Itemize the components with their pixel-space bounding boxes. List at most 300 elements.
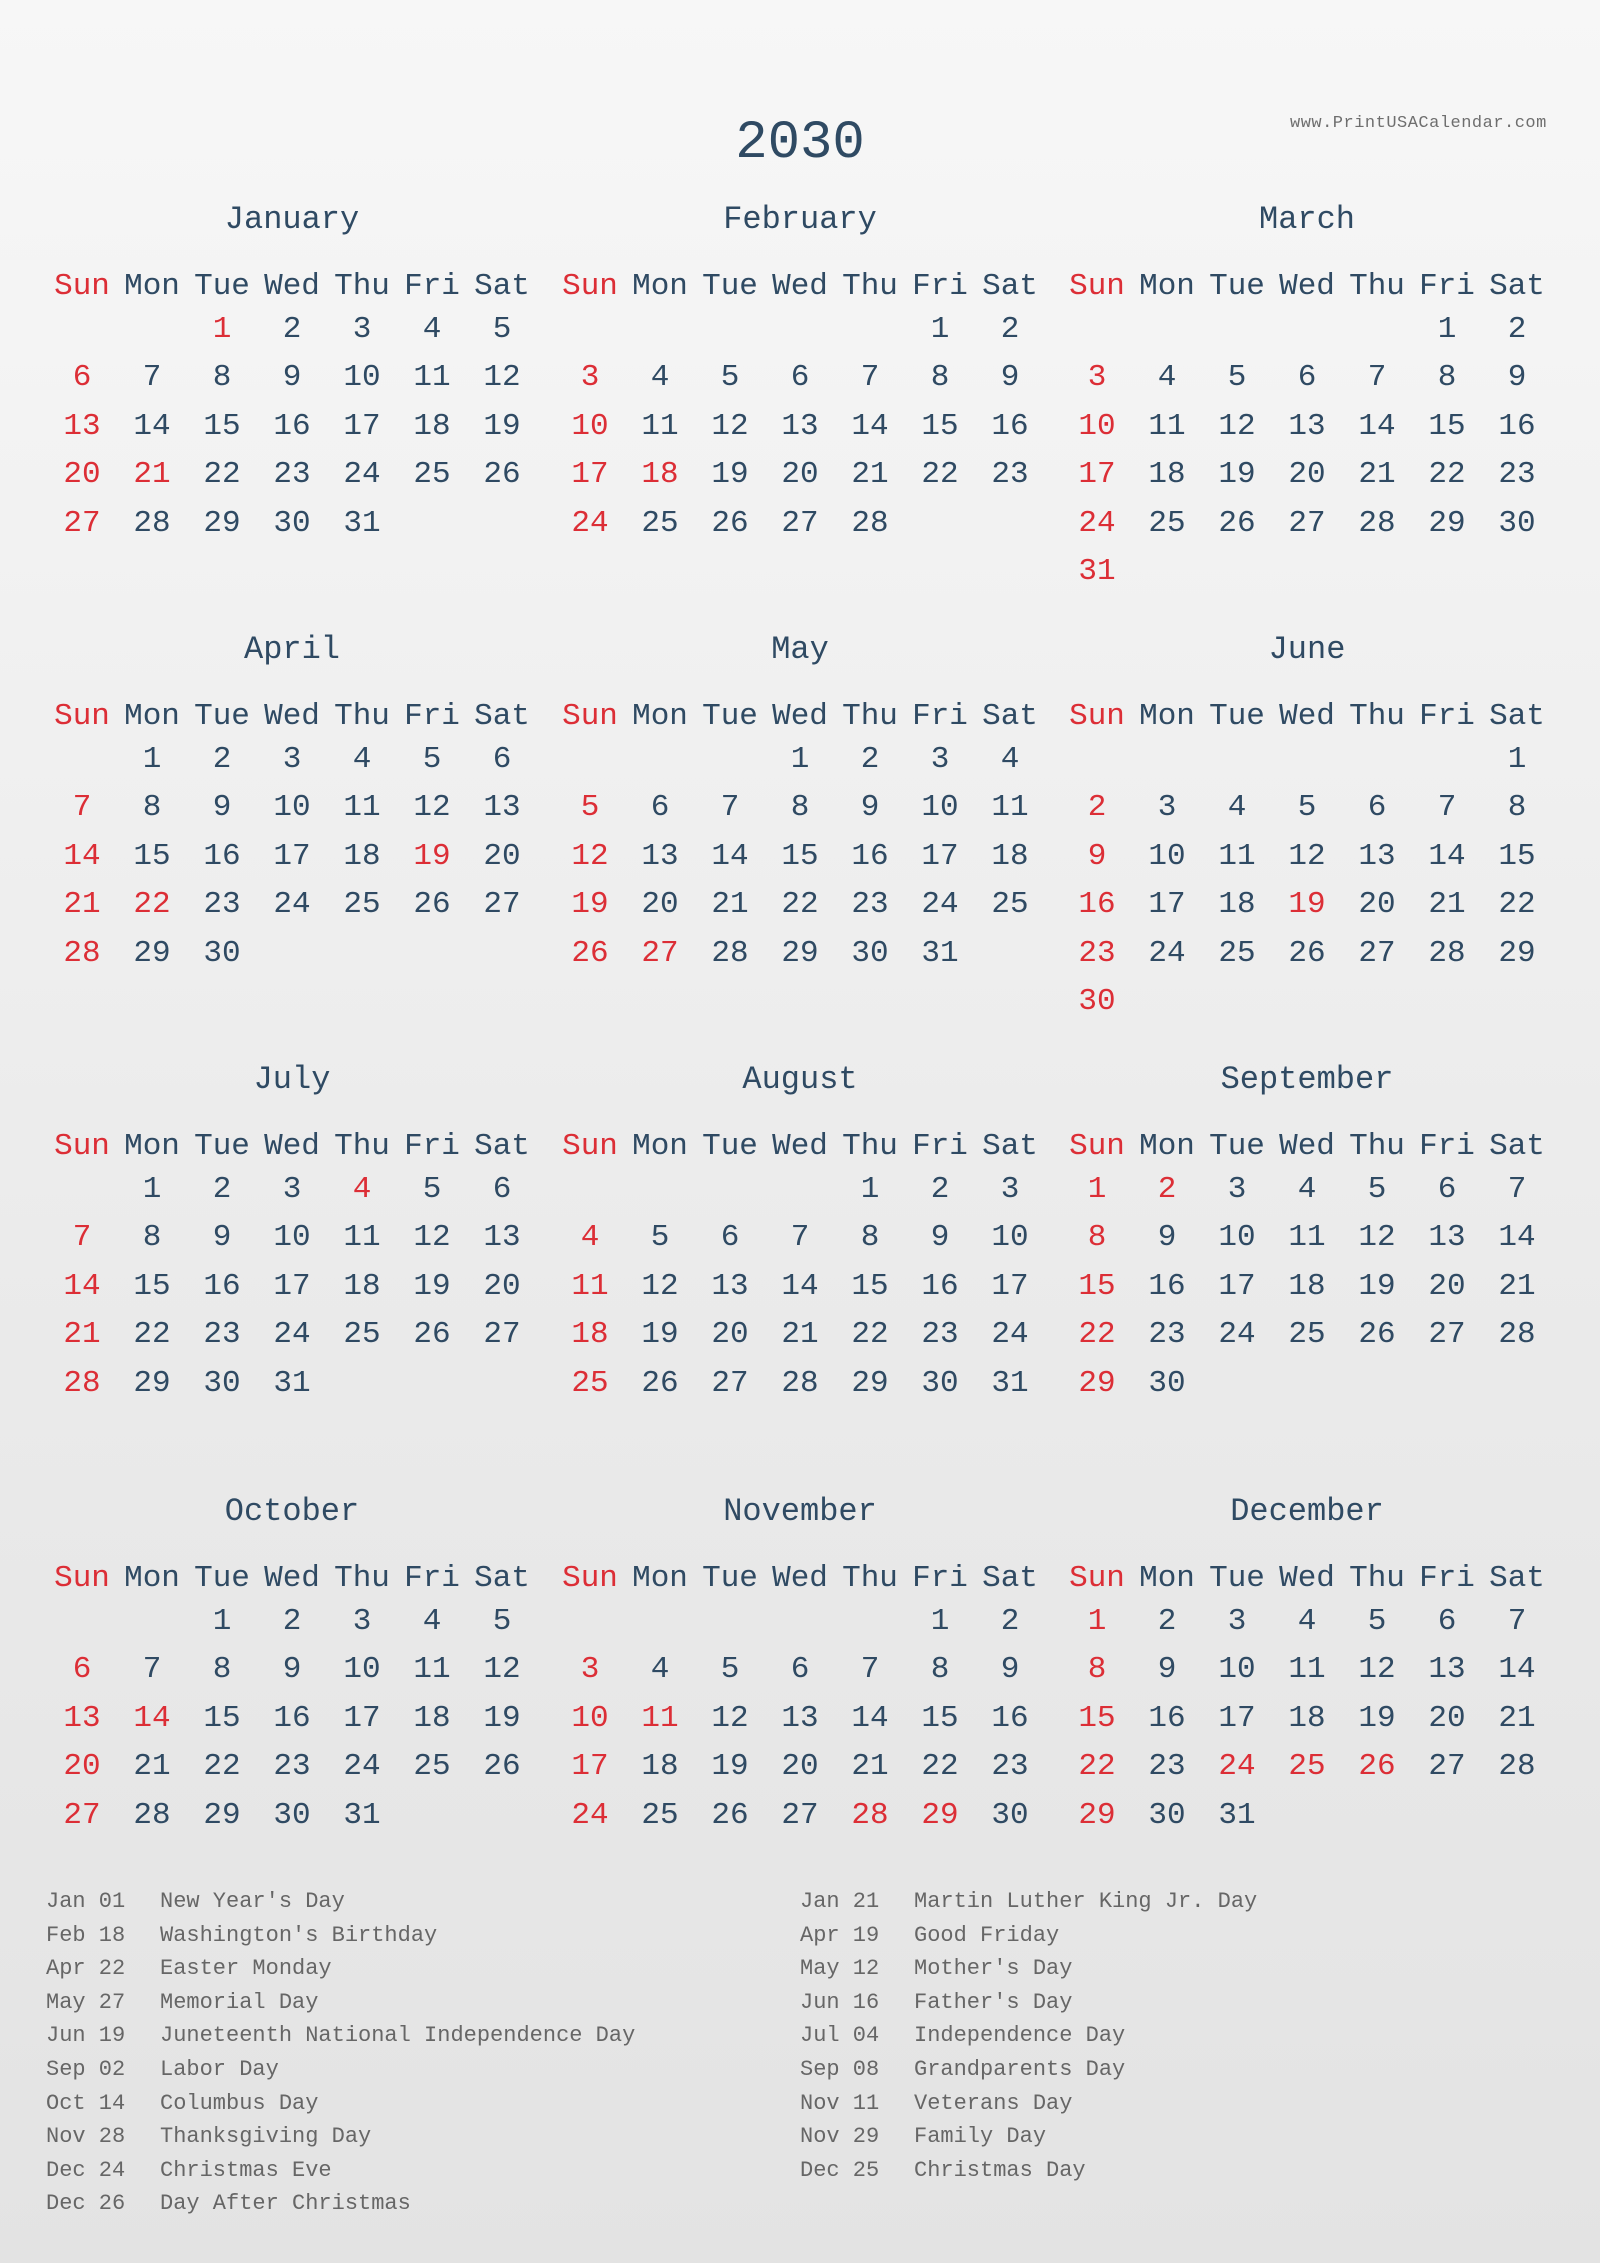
empty-cell — [625, 1598, 695, 1646]
day-cell: 22 — [851, 1317, 889, 1353]
day-cell: 6 — [790, 360, 810, 396]
empty-cell — [1342, 736, 1412, 784]
empty-cell — [695, 736, 765, 784]
day-cell: 26 — [413, 1317, 451, 1353]
day-cell-holiday: 13 — [63, 1700, 101, 1736]
weekday-header: Sat — [474, 269, 530, 304]
holiday-name: Memorial Day — [160, 1989, 319, 2015]
weekday-header: Mon — [124, 1561, 180, 1596]
day-cell: 9 — [1157, 1220, 1177, 1256]
day-cell-holiday: 6 — [72, 1652, 92, 1688]
day-cell: 17 — [991, 1268, 1029, 1304]
day-cell: 28 — [133, 505, 171, 541]
day-cell: 18 — [1218, 887, 1256, 923]
day-cell: 19 — [1358, 1700, 1396, 1736]
day-cell-holiday: 24 — [1218, 1749, 1256, 1785]
year-title: 2030 — [735, 113, 865, 174]
day-cell-holiday: 26 — [1358, 1749, 1396, 1785]
day-cell: 3 — [1227, 1604, 1247, 1639]
day-cell: 4 — [1157, 360, 1177, 396]
day-cell: 28 — [1428, 935, 1466, 971]
day-cell: 15 — [133, 838, 171, 874]
weekday-header: Fri — [1419, 1129, 1475, 1164]
holiday-name: Independence Day — [914, 2023, 1126, 2049]
day-cell-holiday: 21 — [63, 1317, 101, 1353]
weekday-header: Sun — [54, 699, 110, 734]
day-cell-holiday: 22 — [1078, 1749, 1116, 1785]
day-cell: 10 — [1218, 1220, 1256, 1256]
weekday-header: Fri — [912, 1129, 968, 1164]
day-cell: 1 — [860, 1172, 880, 1207]
day-cell: 7 — [142, 360, 162, 396]
holiday-date: Jun 19 — [46, 2023, 126, 2049]
day-cell: 26 — [711, 1797, 749, 1833]
empty-cell — [1132, 306, 1202, 354]
weekday-header: Sun — [562, 1129, 618, 1164]
month-day-grid — [1062, 268, 1552, 596]
day-cell: 17 — [921, 838, 959, 874]
day-cell-holiday: 3 — [1087, 360, 1107, 396]
day-cell: 19 — [711, 457, 749, 493]
day-cell-holiday: 19 — [1288, 887, 1326, 923]
weekday-header: Fri — [912, 269, 968, 304]
day-cell: 31 — [921, 935, 959, 971]
day-cell: 12 — [413, 790, 451, 826]
day-cell: 6 — [650, 790, 670, 826]
day-cell: 24 — [273, 1317, 311, 1353]
empty-cell — [47, 306, 117, 354]
weekday-header: Thu — [334, 1129, 390, 1164]
day-cell: 28 — [711, 935, 749, 971]
day-cell: 30 — [921, 1365, 959, 1401]
day-cell: 13 — [711, 1268, 749, 1304]
day-cell: 28 — [1498, 1749, 1536, 1785]
day-cell: 12 — [1218, 408, 1256, 444]
day-cell: 29 — [781, 935, 819, 971]
day-cell: 19 — [1218, 457, 1256, 493]
weekday-header: Wed — [264, 1129, 320, 1164]
weekday-header: Sat — [1489, 1129, 1545, 1164]
empty-cell — [835, 306, 905, 354]
day-cell: 10 — [273, 1220, 311, 1256]
day-cell: 13 — [1428, 1220, 1466, 1256]
day-cell: 10 — [1218, 1652, 1256, 1688]
day-cell: 1 — [1437, 312, 1457, 347]
holiday-item — [46, 2019, 635, 2053]
month-name: January — [224, 201, 360, 238]
day-cell: 11 — [1288, 1652, 1326, 1688]
day-cell: 2 — [212, 742, 232, 777]
day-cell: 30 — [273, 505, 311, 541]
month-name: November — [723, 1493, 877, 1530]
empty-cell — [1062, 306, 1132, 354]
day-cell: 24 — [1148, 935, 1186, 971]
day-cell: 16 — [1148, 1700, 1186, 1736]
day-cell: 27 — [483, 887, 521, 923]
weekday-header: Tue — [702, 699, 758, 734]
day-cell: 1 — [930, 312, 950, 347]
day-cell: 20 — [1288, 457, 1326, 493]
day-cell: 9 — [930, 1220, 950, 1256]
holiday-name: Columbus Day — [160, 2090, 319, 2116]
day-cell: 24 — [343, 1749, 381, 1785]
day-cell: 1 — [212, 1604, 232, 1639]
day-cell: 20 — [711, 1317, 749, 1353]
day-cell: 23 — [991, 1749, 1029, 1785]
day-cell: 20 — [1428, 1700, 1466, 1736]
holiday-item — [46, 2187, 635, 2221]
day-cell-holiday: 16 — [1078, 887, 1116, 923]
day-cell: 22 — [921, 457, 959, 493]
day-cell-holiday: 12 — [571, 838, 609, 874]
day-cell: 5 — [1297, 790, 1317, 826]
day-cell: 4 — [1000, 742, 1020, 777]
weekday-header: Tue — [194, 699, 250, 734]
holiday-item — [46, 1952, 635, 1986]
day-cell: 2 — [282, 1604, 302, 1639]
empty-cell — [47, 736, 117, 784]
day-cell: 10 — [991, 1220, 1029, 1256]
day-cell-holiday: 28 — [851, 1797, 889, 1833]
day-cell: 22 — [1498, 887, 1536, 923]
day-cell: 26 — [483, 1749, 521, 1785]
month-name: September — [1220, 1061, 1394, 1098]
empty-cell — [1272, 736, 1342, 784]
day-cell: 7 — [720, 790, 740, 826]
day-cell: 3 — [1000, 1172, 1020, 1207]
day-cell: 6 — [790, 1652, 810, 1688]
day-cell: 11 — [641, 408, 679, 444]
day-cell: 25 — [343, 1317, 381, 1353]
day-cell: 16 — [203, 838, 241, 874]
day-cell: 30 — [273, 1797, 311, 1833]
day-cell: 30 — [1148, 1797, 1186, 1833]
day-cell: 20 — [1358, 887, 1396, 923]
day-cell-holiday: 14 — [63, 1268, 101, 1304]
day-cell: 25 — [641, 1797, 679, 1833]
weekday-header: Thu — [334, 699, 390, 734]
holiday-date: Nov 11 — [800, 2090, 880, 2116]
holiday-date: Jun 16 — [800, 1989, 880, 2015]
day-cell: 14 — [1428, 838, 1466, 874]
day-cell: 23 — [203, 1317, 241, 1353]
day-cell-holiday: 30 — [1078, 983, 1116, 1019]
day-cell: 21 — [711, 887, 749, 923]
site-url: www.PrintUSACalendar.com — [1290, 114, 1547, 133]
day-cell-holiday: 21 — [63, 887, 101, 923]
day-cell: 24 — [343, 457, 381, 493]
weekday-header: Sun — [1069, 699, 1125, 734]
month-name: May — [771, 631, 829, 668]
month-december — [1062, 1492, 1552, 1840]
day-cell-holiday: 7 — [72, 790, 92, 826]
weekday-header: Wed — [772, 1561, 828, 1596]
day-cell-holiday: 10 — [1078, 408, 1116, 444]
holiday-name: New Year's Day — [160, 1889, 345, 1914]
day-cell-holiday: 19 — [413, 838, 451, 874]
day-cell: 3 — [352, 1604, 372, 1639]
empty-cell — [1132, 736, 1202, 784]
holiday-item — [46, 2120, 635, 2154]
holiday-name: Washington's Birthday — [160, 1922, 438, 1948]
day-cell: 5 — [720, 1652, 740, 1688]
month-day-grid — [47, 698, 537, 978]
day-cell-holiday: 24 — [1078, 505, 1116, 541]
weekday-header: Thu — [1349, 699, 1405, 734]
holiday-name: Grandparents Day — [914, 2056, 1126, 2082]
day-cell-holiday: 3 — [580, 1652, 600, 1688]
day-cell-holiday: 2 — [1157, 1172, 1177, 1207]
holiday-date: Feb 18 — [46, 1922, 126, 1948]
day-cell: 24 — [921, 887, 959, 923]
day-cell: 6 — [1297, 360, 1317, 396]
day-cell: 16 — [851, 838, 889, 874]
weekday-header: Thu — [334, 1561, 390, 1596]
empty-cell — [695, 1166, 765, 1214]
day-cell: 11 — [1148, 408, 1186, 444]
day-cell: 30 — [203, 935, 241, 971]
holiday-name: Juneteenth National Independence Day — [160, 2023, 636, 2049]
day-cell: 14 — [781, 1268, 819, 1304]
day-cell: 29 — [133, 1365, 171, 1401]
day-cell-holiday: 14 — [63, 838, 101, 874]
day-cell: 27 — [711, 1365, 749, 1401]
day-cell: 8 — [1437, 360, 1457, 396]
day-cell-holiday: 18 — [571, 1317, 609, 1353]
day-cell: 6 — [492, 742, 512, 777]
weekday-header: Sat — [1489, 1561, 1545, 1596]
month-april — [47, 630, 537, 978]
day-cell: 25 — [413, 1749, 451, 1785]
day-cell: 19 — [1358, 1268, 1396, 1304]
day-cell: 3 — [930, 742, 950, 777]
day-cell: 3 — [1157, 790, 1177, 826]
month-day-grid — [1062, 698, 1552, 1026]
holiday-name: Christmas Eve — [160, 2157, 332, 2183]
day-cell: 5 — [650, 1220, 670, 1256]
holiday-item — [46, 1986, 635, 2020]
day-cell-holiday: 1 — [1087, 1604, 1107, 1639]
holiday-name: Good Friday — [914, 1922, 1060, 1948]
day-cell: 6 — [1437, 1604, 1457, 1639]
weekday-header: Sat — [982, 699, 1038, 734]
day-cell: 16 — [991, 1700, 1029, 1736]
day-cell-holiday: 25 — [571, 1365, 609, 1401]
day-cell: 25 — [1218, 935, 1256, 971]
weekday-header: Tue — [1209, 269, 1265, 304]
day-cell: 24 — [273, 887, 311, 923]
day-cell: 5 — [720, 360, 740, 396]
day-cell-holiday: 31 — [1078, 553, 1116, 589]
day-cell: 15 — [921, 1700, 959, 1736]
month-day-grid — [555, 1128, 1045, 1408]
empty-cell — [117, 1598, 187, 1646]
day-cell-holiday: 17 — [1078, 457, 1116, 493]
day-cell: 22 — [133, 1317, 171, 1353]
holiday-date: Sep 02 — [46, 2056, 126, 2082]
day-cell: 29 — [1428, 505, 1466, 541]
day-cell: 18 — [343, 838, 381, 874]
day-cell: 10 — [921, 790, 959, 826]
empty-cell — [765, 306, 835, 354]
empty-cell — [47, 1598, 117, 1646]
weekday-header: Sat — [982, 1561, 1038, 1596]
day-cell: 7 — [1507, 1604, 1527, 1639]
day-cell: 8 — [790, 790, 810, 826]
day-cell-holiday: 21 — [133, 457, 171, 493]
day-cell: 7 — [1507, 1172, 1527, 1207]
day-cell: 15 — [1498, 838, 1536, 874]
day-cell: 20 — [641, 887, 679, 923]
day-cell: 13 — [641, 838, 679, 874]
day-cell-holiday: 20 — [63, 457, 101, 493]
day-cell: 7 — [142, 1652, 162, 1688]
day-cell: 4 — [1227, 790, 1247, 826]
day-cell-holiday: 13 — [63, 408, 101, 444]
day-cell: 1 — [1507, 742, 1527, 777]
day-cell: 25 — [991, 887, 1029, 923]
weekday-header: Sun — [562, 1561, 618, 1596]
day-cell: 30 — [991, 1797, 1029, 1833]
day-cell-holiday: 15 — [1078, 1268, 1116, 1304]
holiday-date: Jul 04 — [800, 2023, 880, 2049]
day-cell: 1 — [142, 742, 162, 777]
holiday-date: Nov 28 — [46, 2124, 126, 2150]
day-cell: 24 — [1218, 1317, 1256, 1353]
weekday-header: Tue — [702, 1561, 758, 1596]
weekday-header: Sat — [474, 1129, 530, 1164]
month-name: October — [224, 1493, 360, 1530]
day-cell-holiday: 10 — [571, 1700, 609, 1736]
holiday-list-left — [46, 1885, 635, 2221]
day-cell: 29 — [1498, 935, 1536, 971]
day-cell: 4 — [352, 742, 372, 777]
weekday-header: Tue — [1209, 1129, 1265, 1164]
day-cell: 5 — [1227, 360, 1247, 396]
day-cell: 1 — [930, 1604, 950, 1639]
day-cell: 13 — [483, 790, 521, 826]
day-cell-holiday: 27 — [63, 1797, 101, 1833]
holiday-date: Oct 14 — [46, 2090, 126, 2116]
day-cell: 9 — [1000, 360, 1020, 396]
day-cell: 15 — [203, 408, 241, 444]
holiday-name: Father's Day — [914, 1989, 1073, 2015]
day-cell: 16 — [203, 1268, 241, 1304]
day-cell: 2 — [1000, 312, 1020, 347]
day-cell: 27 — [483, 1317, 521, 1353]
day-cell: 4 — [1297, 1604, 1317, 1639]
weekday-header: Mon — [632, 1129, 688, 1164]
holiday-date: May 27 — [46, 1989, 126, 2015]
weekday-header: Fri — [912, 1561, 968, 1596]
day-cell: 14 — [711, 838, 749, 874]
day-cell: 22 — [921, 1749, 959, 1785]
day-cell-holiday: 29 — [1078, 1365, 1116, 1401]
day-cell: 3 — [282, 1172, 302, 1207]
day-cell: 26 — [641, 1365, 679, 1401]
day-cell-holiday: 5 — [580, 790, 600, 826]
holiday-date: Sep 08 — [800, 2056, 880, 2082]
day-cell-holiday: 25 — [1288, 1749, 1326, 1785]
day-cell: 21 — [1498, 1268, 1536, 1304]
day-cell: 18 — [343, 1268, 381, 1304]
holiday-date: Apr 19 — [800, 1922, 880, 1948]
day-cell: 19 — [711, 1749, 749, 1785]
month-day-grid — [47, 1128, 537, 1408]
holiday-name: Christmas Day — [914, 2157, 1086, 2183]
holiday-name: Thanksgiving Day — [160, 2124, 372, 2150]
day-cell: 18 — [991, 838, 1029, 874]
empty-cell — [1272, 306, 1342, 354]
holiday-date: Dec 24 — [46, 2157, 126, 2183]
day-cell: 23 — [203, 887, 241, 923]
day-cell-holiday: 11 — [571, 1268, 609, 1304]
day-cell-holiday: 15 — [1078, 1700, 1116, 1736]
month-name: April — [243, 631, 340, 668]
day-cell: 26 — [413, 887, 451, 923]
day-cell: 29 — [133, 935, 171, 971]
day-cell: 10 — [1148, 838, 1186, 874]
weekday-header: Tue — [702, 269, 758, 304]
day-cell: 27 — [1428, 1749, 1466, 1785]
day-cell: 16 — [991, 408, 1029, 444]
day-cell: 8 — [930, 1652, 950, 1688]
weekday-header: Sat — [474, 1561, 530, 1596]
day-cell: 10 — [273, 790, 311, 826]
day-cell: 16 — [1148, 1268, 1186, 1304]
day-cell: 7 — [1367, 360, 1387, 396]
day-cell-holiday: 7 — [72, 1220, 92, 1256]
day-cell: 2 — [1157, 1604, 1177, 1639]
weekday-header: Sun — [1069, 1561, 1125, 1596]
day-cell-holiday: 10 — [571, 408, 609, 444]
day-cell: 11 — [1288, 1220, 1326, 1256]
weekday-header: Wed — [1279, 1561, 1335, 1596]
weekday-header: Wed — [264, 699, 320, 734]
day-cell-holiday: 22 — [133, 887, 171, 923]
day-cell: 4 — [650, 1652, 670, 1688]
day-cell: 12 — [483, 1652, 521, 1688]
day-cell: 14 — [1498, 1652, 1536, 1688]
day-cell: 7 — [860, 360, 880, 396]
month-name: July — [253, 1061, 331, 1098]
holiday-item — [800, 2120, 1257, 2154]
month-january — [47, 200, 537, 548]
empty-cell — [117, 306, 187, 354]
day-cell: 31 — [273, 1365, 311, 1401]
holiday-item — [46, 2087, 635, 2121]
day-cell: 14 — [851, 408, 889, 444]
day-cell: 15 — [133, 1268, 171, 1304]
day-cell: 3 — [1227, 1172, 1247, 1207]
day-cell-holiday: 4 — [580, 1220, 600, 1256]
day-cell-holiday: 9 — [1087, 838, 1107, 874]
day-cell: 16 — [273, 1700, 311, 1736]
month-june — [1062, 630, 1552, 1026]
month-day-grid — [47, 268, 537, 548]
holiday-item — [46, 2053, 635, 2087]
weekday-header: Wed — [1279, 1129, 1335, 1164]
day-cell: 23 — [273, 457, 311, 493]
day-cell: 16 — [273, 408, 311, 444]
day-cell: 18 — [641, 1749, 679, 1785]
day-cell: 23 — [1148, 1749, 1186, 1785]
month-day-grid — [47, 1560, 537, 1840]
day-cell: 26 — [1288, 935, 1326, 971]
day-cell: 25 — [413, 457, 451, 493]
holiday-item — [800, 2053, 1257, 2087]
weekday-header: Fri — [404, 1561, 460, 1596]
